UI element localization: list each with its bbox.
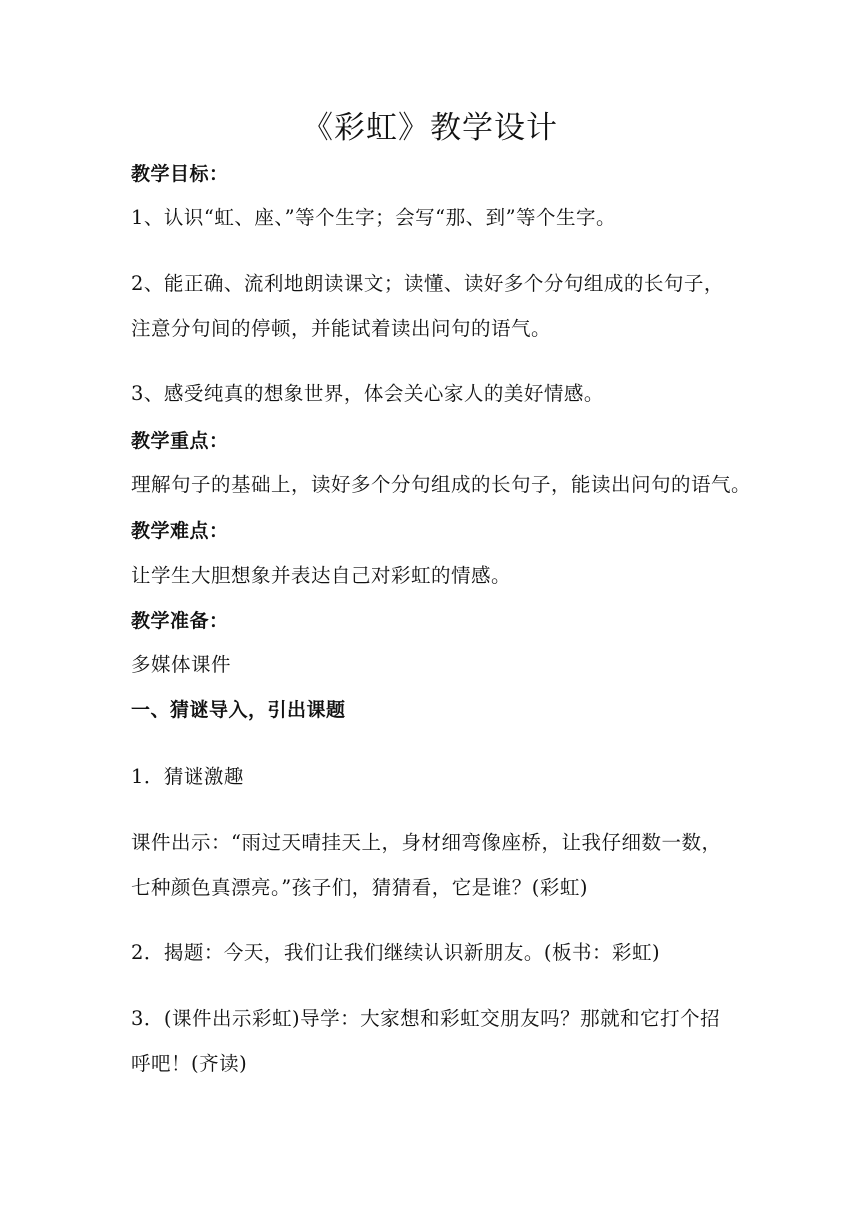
goal-item-2-line-1: 2、能正确、流利地朗读课文；读懂、读好多个分句组成的长句子， [131,272,724,295]
section-1-step-3-line-2: 呼吧！(齐读) [131,1052,248,1075]
preparation-text: 多媒体课件 [131,653,232,676]
goal-item-1: 1、认识“虹、座、”等个生字；会写“那、到”等个生字。 [131,206,617,229]
preparation-heading: 教学准备： [131,610,229,632]
goals-heading: 教学目标： [131,163,229,185]
difficulties-text: 让学生大胆想象并表达自己对彩虹的情感。 [131,564,512,587]
section-1-step-1: 1．猜谜激趣 [131,765,244,788]
document-title: 《彩虹》教学设计 [302,110,558,146]
section-1-step-1-text-line-2: 七种颜色真漂亮。”孩子们，猜猜看，它是谁？(彩虹) [131,876,588,899]
key-points-heading: 教学重点： [131,430,229,452]
goal-item-3: 3、感受纯真的想象世界，体会关心家人的美好情感。 [131,382,604,405]
section-1-step-2: 2．揭题：今天，我们让我们继续认识新朋友。(板书：彩虹) [131,941,661,964]
section-1-heading: 一、猜谜导入，引出课题 [131,699,346,721]
difficulties-heading: 教学难点： [131,520,229,542]
key-points-text: 理解句子的基础上，读好多个分句组成的长句子，能读出问句的语气。 [131,473,752,496]
goal-item-2-line-2: 注意分句间的停顿，并能试着读出问句的语气。 [131,317,552,340]
section-1-step-3-line-1: 3．(课件出示彩虹)导学：大家想和彩虹交朋友吗？那就和它打个招 [131,1007,721,1030]
section-1-step-1-text-line-1: 课件出示：“雨过天晴挂天上，身材细弯像座桥，让我仔细数一数， [131,831,722,854]
